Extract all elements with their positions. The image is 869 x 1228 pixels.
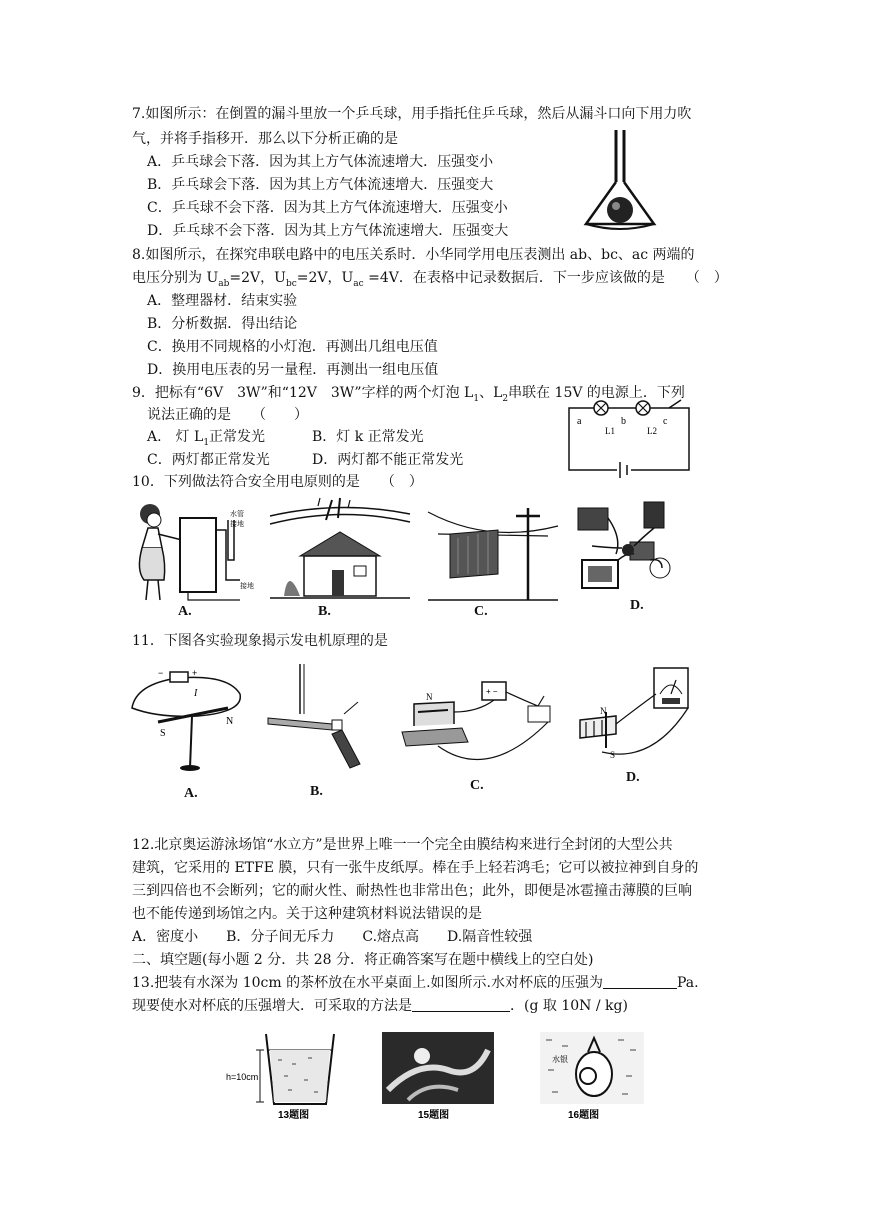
label-pole-n-a: N bbox=[226, 716, 234, 727]
q13-blank-method[interactable] bbox=[412, 997, 510, 1012]
q13-blank-pressure[interactable] bbox=[603, 974, 677, 989]
figure-16-mercury bbox=[538, 1030, 648, 1122]
svg-text:+: + bbox=[192, 668, 198, 678]
label-water-pipe: 水管 bbox=[230, 510, 244, 518]
label-ground-top: 接地 bbox=[230, 520, 244, 528]
q10-label-b: B. bbox=[318, 604, 331, 619]
q10-figure-a bbox=[128, 500, 260, 605]
figure-13-teacup bbox=[226, 1030, 342, 1122]
label-mercury: 水银 bbox=[552, 1055, 568, 1064]
label-pole-s-d: S bbox=[610, 750, 616, 760]
q12-line2: 建筑，它采用的 ETFE 膜，只有一张牛皮纸厚。棒在手上轻若鸿毛；它可以被拉神到自身的 bbox=[132, 860, 699, 876]
q7-option-a: A．乒乓球会下落．因为其上方气体流速增大．压强变小 bbox=[147, 154, 494, 170]
label-l1: L1 bbox=[605, 426, 615, 436]
q8-option-c: C．换用不同规格的小灯泡．再测出几组电压值 bbox=[147, 339, 438, 355]
label-l2: L2 bbox=[647, 426, 657, 436]
q11-stem: 11．下图各实验现象揭示发电机原理的是 bbox=[132, 633, 388, 649]
label-depth: h=10cm bbox=[226, 1072, 259, 1082]
series-circuit-figure bbox=[565, 398, 695, 476]
q7-option-c: C．乒乓球不会下落．因为其上方气体流速增大．压强变小 bbox=[147, 200, 508, 216]
funnel-ball-figure bbox=[582, 130, 682, 240]
q10-figure-c bbox=[428, 508, 558, 604]
q7-option-d: D．乒乓球不会下落．因为其上方气体流速增大．压强变大 bbox=[147, 223, 509, 239]
label-c: c bbox=[663, 416, 668, 427]
q12-line4: 也不能传递到场馆之内。关于这种建筑材料说法错误的是 bbox=[132, 906, 482, 922]
q8-option-a: A．整理器材．结束实验 bbox=[147, 293, 298, 309]
q11-label-b: B. bbox=[310, 784, 323, 799]
label-pole-n-d: N bbox=[600, 706, 607, 716]
q10-label-c: C. bbox=[474, 604, 488, 619]
q10-figure-b bbox=[270, 496, 410, 606]
q8-stem-line2: 电压分别为 $U_{ab}=2V$，$U_{bc}=2V$，$U_{ac} =4V$．在表格中记录数据后．下一步应该做的是 （ ） bbox=[132, 270, 728, 289]
svg-text:−: − bbox=[158, 668, 164, 678]
q13-line2: 现要使水对杯底的压强增大．可采取的方法是 ．(g 取 10N / kg) bbox=[132, 998, 628, 1014]
q7-option-b: B．乒乓球会下落．因为其上方气体流速增大．压强变大 bbox=[147, 177, 494, 193]
q9-stem-line2: 说法正确的是 （ ） bbox=[147, 407, 308, 423]
q11-figure-a bbox=[128, 664, 248, 774]
q13-line1: 13.把装有水深为 10cm 的茶杯放在水平桌面上.如图所示.水对杯底的压强为 Pa. bbox=[132, 975, 699, 991]
q10-label-d: D. bbox=[630, 598, 644, 613]
label-pole-s-a: S bbox=[160, 728, 166, 739]
section2-title: 二、填空题(每小题 2 分．共 28 分．将正确答案写在题中横线上的空白处) bbox=[132, 952, 594, 968]
figure-15-photo bbox=[378, 1030, 498, 1122]
q9-stem-line1: 9．把标有“6V 3W”和“12V 3W”字样的两个灯泡 $L_1$、$L_2$串联在 15V 的电源上．下列 bbox=[132, 385, 685, 404]
q11-figure-d bbox=[572, 664, 696, 768]
q11-figure-c bbox=[398, 672, 568, 772]
q7-stem-line2: 气，并将手指移开．那么以下分析正确的是 bbox=[132, 131, 398, 147]
q9-option-c: C．两灯都正常发光 bbox=[147, 452, 270, 468]
q12-options: A．密度小 B．分子间无斥力 C.熔点高 D.隔音性较强 bbox=[132, 929, 533, 945]
q12-line1: 12.北京奥运游泳场馆“水立方”是世界上唯一一个完全由膜结构来进行全封闭的大型公共 bbox=[132, 837, 673, 853]
label-pole-n-c: N bbox=[426, 692, 433, 702]
caption-15: 15题图 bbox=[418, 1110, 450, 1121]
q11-label-d: D. bbox=[626, 770, 640, 785]
caption-16: 16题图 bbox=[568, 1110, 600, 1121]
caption-13: 13题图 bbox=[278, 1110, 310, 1121]
q11-label-c: C. bbox=[470, 778, 484, 793]
q11-figure-b bbox=[262, 664, 372, 774]
q7-stem-line1: 7.如图所示：在倒置的漏斗里放一个乒乓球，用手指托住乒乓球，然后从漏斗口向下用力吹 bbox=[132, 106, 692, 122]
label-current-i: I bbox=[194, 688, 198, 699]
q8-option-d: D．换用电压表的另一量程．再测出一组电压值 bbox=[147, 362, 439, 378]
q9-option-d: D．两灯都不能正常发光 bbox=[312, 452, 464, 468]
svg-text:+ −: + − bbox=[486, 687, 498, 696]
label-a: a bbox=[577, 416, 582, 427]
q12-line3: 三到四倍也不会断列；它的耐火性、耐热性也非常出色；此外，即便是冰雹撞击薄膜的巨响 bbox=[132, 883, 692, 899]
q8-stem-line1: 8.如图所示，在探究串联电路中的电压关系时．小华同学用电压表测出 ab、bc、ac 两端的 bbox=[132, 247, 695, 263]
q9-option-a: A. 灯 $L_1$正常发光 bbox=[147, 429, 266, 448]
label-ground-bottom: 接地 bbox=[240, 582, 254, 590]
label-b: b bbox=[621, 416, 626, 427]
q11-label-a: A. bbox=[184, 786, 198, 801]
q10-figure-d bbox=[572, 498, 692, 598]
q8-option-b: B．分析数据．得出结论 bbox=[147, 316, 298, 332]
q10-stem: 10．下列做法符合安全用电原则的是 （ ） bbox=[132, 474, 423, 490]
q10-label-a: A. bbox=[178, 604, 192, 619]
q9-option-b: B．灯 k 正常发光 bbox=[312, 429, 424, 445]
